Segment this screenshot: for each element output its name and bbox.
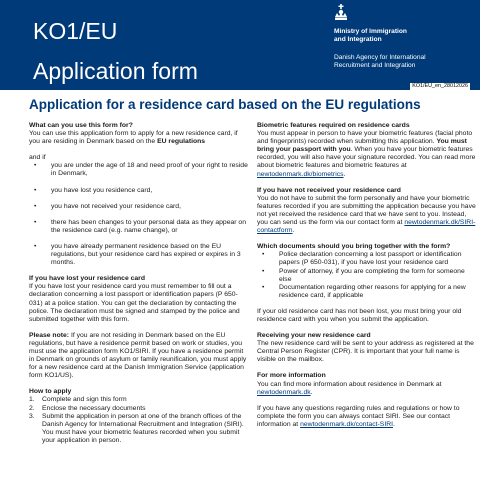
- how-steps-list: [29, 396, 249, 445]
- section-heading-biometric: Biometric features required on residence cards: [257, 122, 410, 129]
- section-heading-how: How to apply: [29, 388, 72, 396]
- right-column: [257, 122, 479, 429]
- biometric-end: .: [343, 170, 346, 178]
- step-number: 3.: [29, 412, 35, 420]
- list-item: • Documentation regarding other reasons for applying for a new residence card, if applicable: [257, 284, 479, 300]
- biometric-text-2: . When you have your biometric features recorded, you will also have your signature recorded. You can read more about biometric features and biometric features at: [257, 146, 476, 170]
- please-note-text: If you are not residing in Denmark based on the EU regulations, but have a residence permit based on work or studies, you must use the application form KO1/SIRI. If you have a residence permit in Denmark on grounds of asylum or family reunification, you must apply for a new residence card at the Danish Immigration Service (application form KO1/US).: [29, 331, 247, 380]
- step-text: Complete and sign this form: [42, 396, 127, 404]
- list-item: • there has been changes to your personal data as they appear on the residence card (e.g. name change), or: [29, 219, 249, 235]
- what-intro-bold: EU regulations: [157, 138, 206, 146]
- section-heading-not-received: If you have not received your residence card: [257, 186, 401, 194]
- form-code: KO1/EU: [33, 18, 118, 44]
- questions-body: If you have any questions regarding rules and regulations or how to complete the form you can always contact SIRI. See our contact information at: [257, 404, 460, 428]
- biometric-text-1: You must appear in person to have your biometric features (facial photo and fingerprints) recorded when submitting this application.: [257, 130, 473, 146]
- not-received-body: You do not have to submit the form personally and have your biometric features recorded if you are submitting the application because you have not yet received the residence card that we have sent to you. Instead, you can send us the form via our contact form at: [257, 194, 476, 227]
- left-column: [29, 122, 249, 445]
- agency-line-1: Danish Agency for International: [334, 54, 426, 61]
- list-item: [29, 413, 249, 445]
- step-number: 2.: [29, 404, 35, 412]
- list-item: • Police declaration concerning a lost passport or identification papers (P 650-031), if you have lost your residence card: [257, 251, 479, 267]
- list-item: • Power of attorney, if you are completing the form for someone else: [257, 268, 479, 284]
- crown-icon: [334, 4, 348, 26]
- list-item: [29, 405, 249, 413]
- receiving-text: The new residence card will be sent to your address as registered at the Central Person Register (CPR). It is important that your full name is visible on the mailbox.: [257, 340, 474, 364]
- newtodenmark-link[interactable]: newtodenmark.dk: [257, 388, 311, 396]
- please-note: [29, 332, 249, 381]
- what-intro: [29, 130, 249, 146]
- step-text: Submit the application in person at one of the branch offices of the Danish Agency for International Recruitment and Integration (SIRI). You must have your biometric features recorded when you submit your application in person.: [42, 412, 244, 444]
- list-item: • you have not received your residence card,: [29, 203, 249, 211]
- more-info-text: [257, 381, 479, 397]
- contact-siri-link[interactable]: newtodenmark.dk/contact-SIRI: [300, 420, 394, 428]
- form-name: Application form: [33, 58, 198, 84]
- biometric-text: [257, 130, 479, 179]
- and-if-text: and if: [29, 154, 46, 162]
- more-info-body: You can find more information about residence in Denmark at: [257, 380, 442, 388]
- ministry-name: [334, 28, 444, 45]
- agency-name: [334, 54, 464, 71]
- biometric-bold: You must bring your passport with you: [257, 138, 467, 154]
- page-title: Application for a residence card based on the EU regulations: [29, 97, 421, 112]
- documents-bullet-list: [257, 251, 479, 300]
- header-banner: [0, 0, 480, 90]
- more-info-end: .: [310, 388, 313, 396]
- list-item: • you have already permanent residence based on the EU regulations, but your residence card has expired or expires in 3 months.: [29, 243, 249, 267]
- step-text: Enclose the necessary documents: [42, 404, 146, 412]
- agency-line-2: Recruitment and Integration: [334, 62, 416, 70]
- section-heading-documents: Which documents should you bring together with the form?: [257, 243, 451, 251]
- section-heading-receiving: Receiving your new residence card: [257, 332, 371, 340]
- lost-text: If you have lost your residence card you must remember to fill out a declaration concerning a lost passport or identification papers (P 650-031) at a police station. You can get the declaration by contacting the police. The declaration must be signed and stamped by the police and submitted together with this form.: [29, 283, 240, 323]
- questions-text: [257, 405, 479, 429]
- biometrics-link[interactable]: newtodenmark.dk/biometrics: [257, 170, 344, 178]
- old-card-text: If your old residence card has not been lost, you must bring your old residence card with you when you submit the application.: [257, 307, 462, 323]
- form-reference: KO1/EU_en_28012026: [412, 83, 468, 89]
- contactform-link[interactable]: newtodenmark.dk/SIRI-contactform: [257, 219, 476, 235]
- what-intro-text: You can use this application form to apply for a new residence card, if you are residing in Denmark based on the: [29, 130, 238, 146]
- section-heading-lost: If you have lost your residence card: [29, 275, 145, 283]
- not-received-end: .: [292, 227, 295, 235]
- questions-end: .: [393, 420, 395, 428]
- what-bullet-list: [29, 162, 249, 267]
- section-heading-what: What can you use this form for?: [29, 122, 133, 129]
- ministry-line-2: and Integration: [334, 36, 382, 44]
- list-item: • you have lost you residence card,: [29, 187, 249, 195]
- step-number: 1.: [29, 396, 35, 404]
- not-received-text: [257, 195, 479, 235]
- ministry-line-1: Ministry of Immigration: [334, 28, 407, 35]
- list-item: • you are under the age of 18 and need proof of your right to reside in Denmark,: [29, 162, 249, 178]
- section-heading-more-info: For more information: [257, 372, 326, 380]
- please-note-label: Please note:: [29, 331, 70, 339]
- list-item: [29, 396, 249, 404]
